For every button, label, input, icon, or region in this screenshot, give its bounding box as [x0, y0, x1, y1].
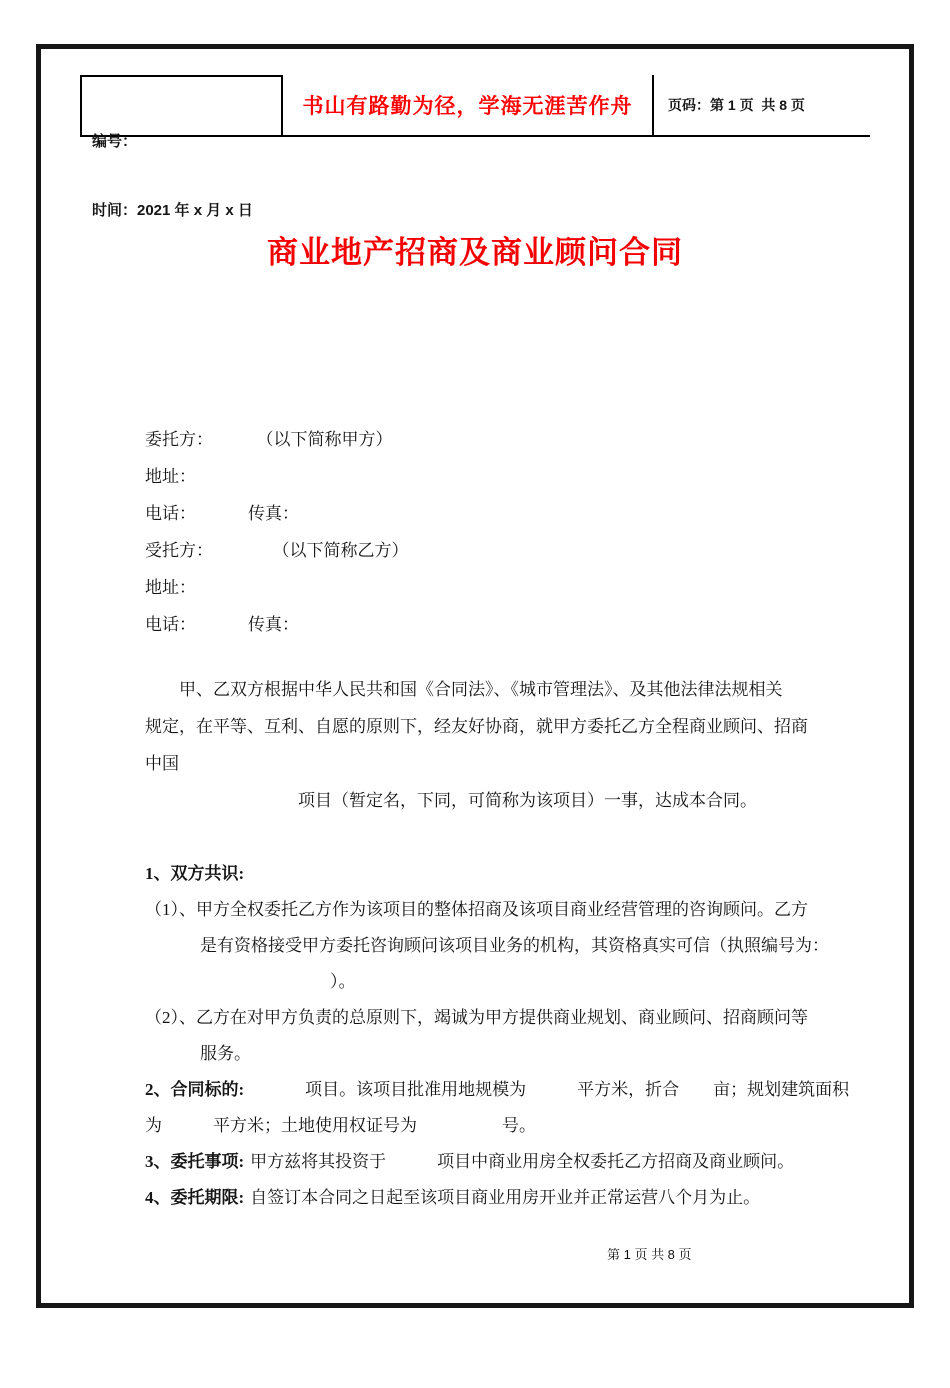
party-b-label: 受托方： [145, 541, 213, 560]
document-body [145, 421, 850, 1216]
section3-line [145, 1144, 815, 1180]
party-b-phone-line [145, 606, 815, 643]
section4-text: 自签订本合同之日起至该项目商业用房开业并正常运营八个月为止。 [250, 1188, 761, 1207]
section2-label: 2、合同标的: [145, 1080, 245, 1099]
document-title: 商业地产招商及商业顾问合同 [267, 235, 683, 270]
party-a-phone-label: 电话： [145, 504, 196, 523]
header-motto: 书山有路勤为径，学海无涯苦作舟 [283, 75, 654, 135]
section2-line2: 为 平方米；土地使用权证号为 号。 [145, 1116, 536, 1135]
section3-text: 甲方兹将其投资于 项目中商业用房全权委托乙方招商及商业顾问。 [250, 1152, 795, 1171]
section2-text-line1: 项目。该项目批准用地规模为 平方米，折合 亩；规划建筑面积 [254, 1080, 850, 1099]
section2-line1 [145, 1072, 850, 1108]
party-a-line [145, 421, 815, 458]
section1-heading: 1、双方共识: [145, 864, 245, 883]
section1-item2-line2: 服务。 [200, 1044, 251, 1063]
document-header [80, 75, 870, 219]
preamble-line-4: 项目（暂定名，下同，可简称为该项目）一事，达成本合同。 [298, 791, 757, 810]
section1-item2-line1: （2）、乙方在对甲方负责的总原则下，竭诚为甲方提供商业规划、商业顾问、招商顾问等 [145, 1008, 808, 1027]
party-a-label: 委托方： [145, 430, 213, 449]
party-a-fax-label: 传真： [248, 504, 299, 523]
party-a-address-line [145, 458, 815, 495]
party-a-address-label: 地址： [145, 467, 196, 486]
section1-item1-line3: ）。 [330, 972, 356, 991]
section3-label: 3、委托事项: [145, 1152, 245, 1171]
party-b-note: （以下简称乙方） [281, 541, 409, 560]
preamble [145, 671, 815, 819]
document-page [36, 44, 914, 1308]
section4-label: 4、委托期限: [145, 1188, 245, 1207]
section1-item1-line2: 是有资格接受甲方委托咨询顾问该项目业务的机构，其资格真实可信（执照编号为： [200, 936, 829, 955]
footer-page-number: 第 1 页 共 8 页 [607, 1247, 692, 1262]
doc-date: 时间：2021 年 x 月 x 日 [92, 202, 253, 219]
preamble-line-3: 中国 [145, 754, 179, 773]
preamble-line-2: 规定，在平等、互利、自愿的原则下，经友好协商，就甲方委托乙方全程商业顾问、招商 [145, 717, 808, 736]
contract-sections [145, 856, 850, 1216]
party-b-fax-label: 传真： [248, 615, 299, 634]
header-meta-box [80, 75, 283, 219]
party-b-address-label: 地址： [145, 578, 196, 597]
header-page-info: 页码：第 1 页 共 8 页 [668, 97, 805, 113]
party-b-line [145, 532, 815, 569]
section1-item1-line1: （1）、甲方全权委托乙方作为该项目的整体招商及该项目商业经营管理的咨询顾问。乙方 [145, 900, 808, 919]
party-b-phone-label: 电话： [145, 615, 196, 634]
party-b-address-line [145, 569, 815, 606]
preamble-line-1: 甲、乙双方根据中华人民共和国《合同法》、《城市管理法》、及其他法律法规相关 [179, 680, 783, 699]
doc-number-label: 编号： [92, 133, 138, 150]
party-a-phone-line [145, 495, 815, 532]
party-a-note: （以下简称甲方） [265, 430, 393, 449]
section4-line [145, 1180, 815, 1216]
